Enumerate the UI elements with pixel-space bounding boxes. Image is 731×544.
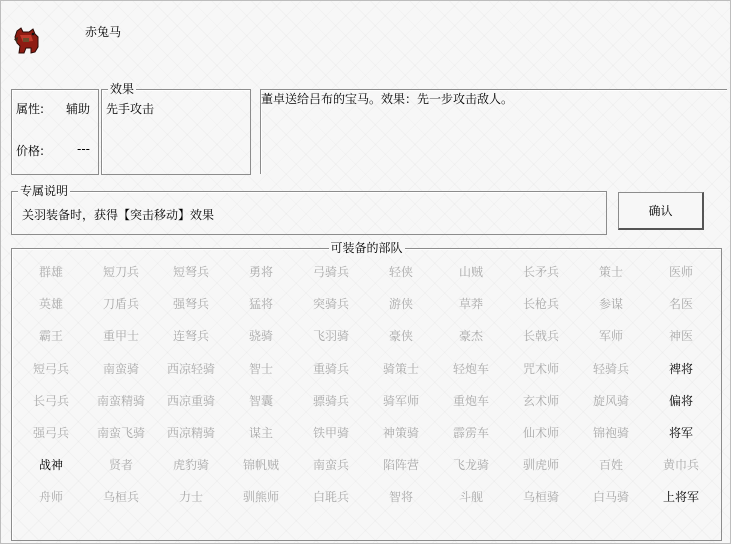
unit-item: 骑策士	[382, 361, 419, 376]
unit-item: 仙术师	[522, 426, 559, 440]
effect-text: 先手攻击	[106, 102, 155, 116]
unit-item: 山贼	[458, 265, 483, 279]
exclusive-text: 关羽装备时，获得【突击移动】效果	[22, 208, 215, 222]
unit-item: 骑军师	[382, 393, 419, 408]
unit-item: 霸王	[38, 329, 63, 344]
unit-item: 骠骑兵	[312, 393, 349, 408]
price-label: 价格:	[16, 144, 45, 158]
unit-item: 裨将	[668, 361, 693, 376]
unit-item: 霹雳车	[452, 426, 489, 440]
confirm-button[interactable]: 确认	[618, 192, 704, 230]
unit-item: 乌桓骑	[522, 490, 559, 505]
unit-item: 参谋	[598, 297, 623, 312]
unit-item: 虎豹骑	[172, 458, 209, 473]
attribute-panel	[11, 89, 99, 175]
exclusive-panel	[11, 184, 607, 235]
unit-item: 南蛮飞骑	[96, 426, 145, 440]
unit-item: 乌桓兵	[102, 490, 139, 505]
unit-item: 弓骑兵	[312, 265, 349, 279]
unit-item: 名医	[668, 297, 693, 312]
red-horse-icon	[11, 25, 43, 57]
unit-item: 骁骑	[248, 329, 273, 344]
unit-item: 神医	[668, 329, 693, 344]
unit-item: 锦袍骑	[592, 426, 629, 440]
unit-item: 飞羽骑	[312, 329, 349, 344]
unit-item: 医师	[668, 265, 693, 279]
effect-legend: 效果	[110, 82, 135, 96]
unit-item: 偏将	[668, 393, 693, 408]
unit-item: 智将	[388, 490, 413, 505]
unit-item: 刀盾兵	[102, 297, 139, 312]
unit-item: 英雄	[38, 297, 63, 312]
unit-item: 神策骑	[382, 426, 419, 440]
unit-item: 长矛兵	[522, 265, 559, 279]
unit-item: 铁甲骑	[312, 426, 349, 440]
unit-item: 强弓兵	[32, 426, 69, 440]
unit-item: 西凉重骑	[166, 393, 215, 408]
unit-item: 战神	[38, 458, 63, 473]
unit-item: 飞龙骑	[452, 458, 489, 473]
unit-item: 舟师	[38, 490, 63, 505]
unit-item: 豪杰	[458, 329, 483, 344]
unit-item: 轻侠	[388, 265, 413, 279]
unit-item: 谋主	[248, 426, 273, 440]
unit-item: 重甲士	[102, 329, 139, 344]
unit-item: 黄巾兵	[662, 458, 699, 473]
unit-item: 白毦兵	[312, 490, 349, 505]
unit-item: 智士	[248, 361, 273, 376]
unit-item: 上将军	[662, 490, 699, 505]
unit-item: 南蛮兵	[312, 458, 349, 473]
unit-item: 南蛮精骑	[96, 393, 145, 408]
units-legend: 可装备的部队	[330, 241, 403, 255]
unit-item: 军师	[598, 329, 623, 344]
unit-item: 智囊	[248, 393, 273, 408]
exclusive-legend: 专属说明	[20, 184, 69, 198]
unit-item: 轻炮车	[452, 361, 489, 376]
item-name: 赤兔马	[85, 25, 122, 39]
unit-item: 咒术师	[522, 361, 559, 376]
equippable-units-panel	[11, 241, 722, 541]
description-panel	[260, 89, 727, 174]
unit-item: 旋风骑	[592, 393, 629, 408]
unit-item: 贤者	[108, 458, 133, 473]
type-value: 辅助	[65, 102, 90, 116]
unit-item: 勇将	[248, 265, 273, 279]
unit-item: 突骑兵	[312, 297, 349, 312]
unit-item: 斗舰	[458, 490, 483, 505]
unit-item: 短刀兵	[102, 265, 139, 279]
unit-item: 驯虎师	[522, 458, 559, 473]
unit-item: 游侠	[388, 297, 413, 312]
unit-item: 重炮车	[452, 393, 489, 408]
unit-item: 强弩兵	[172, 297, 209, 312]
unit-item: 长戟兵	[522, 329, 559, 344]
unit-item: 群雄	[38, 265, 63, 279]
unit-item: 轻骑兵	[592, 361, 629, 376]
unit-item: 将军	[668, 426, 693, 440]
price-value: ---	[77, 142, 90, 156]
unit-item: 重骑兵	[312, 361, 349, 376]
unit-item: 草莽	[458, 297, 483, 312]
type-label: 属性:	[16, 102, 45, 116]
unit-item: 白马骑	[592, 490, 629, 505]
unit-item: 短弩兵	[172, 265, 209, 279]
unit-item: 驯熊师	[242, 490, 279, 505]
unit-item: 锦帆贼	[242, 458, 279, 473]
unit-item: 西凉轻骑	[166, 361, 215, 376]
unit-item: 策士	[598, 265, 623, 279]
unit-item: 南蛮骑	[102, 361, 139, 376]
unit-item: 豪侠	[388, 329, 413, 344]
description-text: 董卓送给吕布的宝马。效果：先一步攻击敌人。	[261, 92, 514, 106]
unit-item: 玄术师	[522, 393, 559, 408]
unit-item: 长弓兵	[32, 393, 69, 408]
unit-item: 陷阵营	[382, 458, 419, 473]
unit-item: 长枪兵	[522, 297, 559, 312]
effect-panel	[101, 82, 251, 175]
unit-item: 百姓	[598, 458, 623, 473]
unit-item: 连弩兵	[172, 329, 209, 344]
unit-item: 猛将	[248, 297, 273, 312]
unit-item: 西凉精骑	[166, 426, 215, 440]
unit-item: 短弓兵	[32, 361, 69, 376]
unit-item: 力士	[178, 490, 203, 505]
